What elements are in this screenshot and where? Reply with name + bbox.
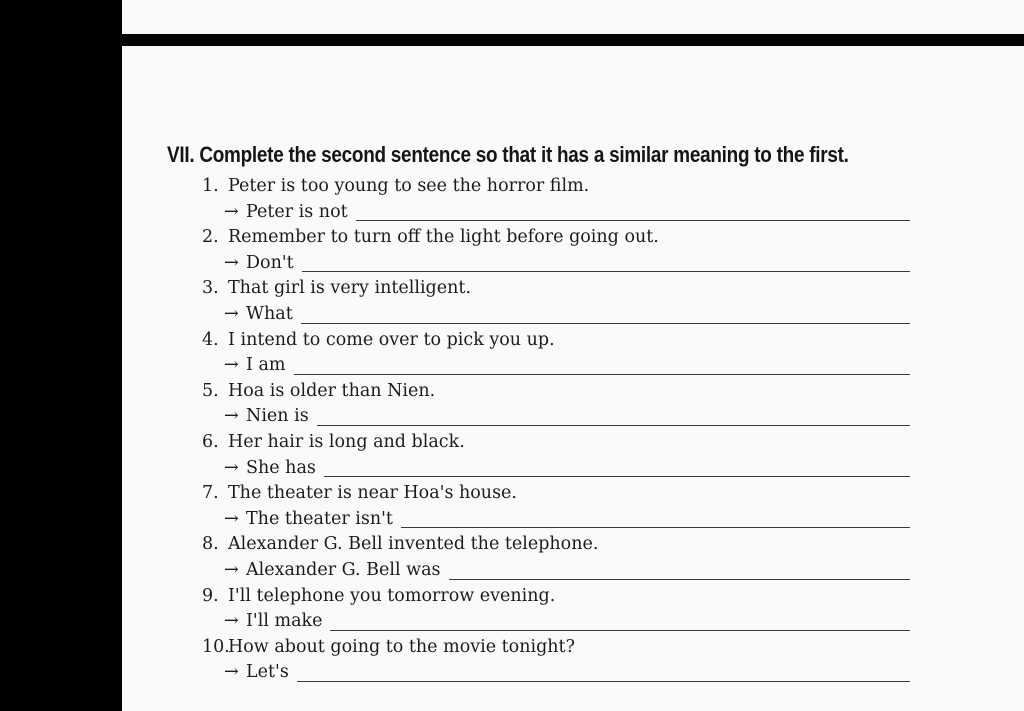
arrow-icon: →	[224, 201, 239, 222]
sentence-starter: I'll make	[246, 611, 323, 632]
exercise-item	[202, 430, 922, 481]
item-number: 4.	[202, 329, 219, 350]
answer-blank[interactable]	[330, 615, 910, 631]
sentence-starter: What	[246, 303, 293, 324]
original-sentence	[202, 379, 922, 405]
sentence-starter: Don't	[246, 252, 294, 273]
original-sentence	[202, 481, 922, 507]
sentence-text: Alexander G. Bell invented the telephone.	[228, 534, 599, 555]
original-sentence	[202, 584, 922, 610]
sentence-text: Her hair is long and black.	[228, 431, 465, 452]
item-number: 3.	[202, 278, 219, 299]
original-sentence	[202, 276, 922, 302]
original-sentence	[202, 430, 922, 456]
exercise-item	[202, 174, 922, 225]
rewrite-line	[202, 404, 922, 430]
exercise-item	[202, 379, 922, 430]
answer-blank[interactable]	[324, 461, 910, 477]
exercise-item	[202, 225, 922, 276]
exercise-item	[202, 481, 922, 532]
exercise-list	[202, 174, 922, 686]
item-number: 9.	[202, 585, 219, 606]
exercise-item	[202, 328, 922, 379]
sentence-starter: Let's	[246, 662, 289, 683]
sentence-starter: I am	[246, 355, 286, 376]
original-sentence	[202, 328, 922, 354]
top-rule-bar	[122, 34, 1024, 46]
sentence-text: How about going to the movie tonight?	[228, 636, 575, 657]
arrow-icon: →	[224, 559, 239, 580]
exercise-item	[202, 532, 922, 583]
rewrite-line	[202, 251, 922, 277]
arrow-icon: →	[224, 611, 239, 632]
arrow-icon: →	[224, 457, 239, 478]
sentence-text: I intend to come over to pick you up.	[228, 329, 555, 350]
answer-blank[interactable]	[401, 512, 910, 528]
arrow-icon: →	[224, 406, 239, 427]
rewrite-line	[202, 507, 922, 533]
original-sentence	[202, 225, 922, 251]
arrow-icon: →	[224, 508, 239, 529]
item-number: 2.	[202, 227, 219, 248]
sentence-starter: Peter is not	[246, 201, 348, 222]
item-number: 5.	[202, 380, 219, 401]
rewrite-line	[202, 660, 922, 686]
arrow-icon: →	[224, 355, 239, 376]
arrow-icon: →	[224, 662, 239, 683]
sentence-text: Peter is too young to see the horror film.	[228, 176, 590, 196]
item-number: 10.	[202, 636, 230, 657]
sentence-starter: She has	[246, 457, 316, 478]
original-sentence	[202, 635, 922, 661]
arrow-icon: →	[224, 303, 239, 324]
sentence-text: Remember to turn off the light before going out.	[228, 227, 659, 248]
sentence-text: The theater is near Hoa's house.	[228, 483, 517, 504]
sentence-text: I'll telephone you tomorrow evening.	[228, 585, 556, 606]
item-number: 7.	[202, 483, 219, 504]
exercise-heading: VII. Complete the second sentence so that it has a similar meaning to the first.	[167, 142, 849, 167]
answer-blank[interactable]	[356, 205, 910, 221]
answer-blank[interactable]	[301, 308, 910, 324]
rewrite-line	[202, 200, 922, 226]
answer-blank[interactable]	[297, 666, 910, 682]
sentence-starter: Nien is	[246, 406, 309, 427]
exercise-item	[202, 584, 922, 635]
answer-blank[interactable]	[302, 256, 910, 272]
rewrite-line	[202, 353, 922, 379]
rewrite-line	[202, 456, 922, 482]
item-number: 8.	[202, 534, 219, 555]
sentence-starter: Alexander G. Bell was	[246, 559, 441, 580]
sentence-starter: The theater isn't	[246, 508, 393, 529]
item-number: 1.	[202, 176, 219, 196]
worksheet-page	[122, 0, 1024, 711]
original-sentence	[202, 174, 922, 200]
answer-blank[interactable]	[449, 564, 911, 580]
rewrite-line	[202, 302, 922, 328]
answer-blank[interactable]	[294, 359, 910, 375]
item-number: 6.	[202, 431, 219, 452]
exercise-item	[202, 276, 922, 327]
arrow-icon: →	[224, 252, 239, 273]
sentence-text: That girl is very intelligent.	[228, 278, 471, 299]
sentence-text: Hoa is older than Nien.	[228, 380, 436, 401]
rewrite-line	[202, 609, 922, 635]
original-sentence	[202, 532, 922, 558]
rewrite-line	[202, 558, 922, 584]
exercise-item	[202, 635, 922, 686]
answer-blank[interactable]	[317, 410, 910, 426]
